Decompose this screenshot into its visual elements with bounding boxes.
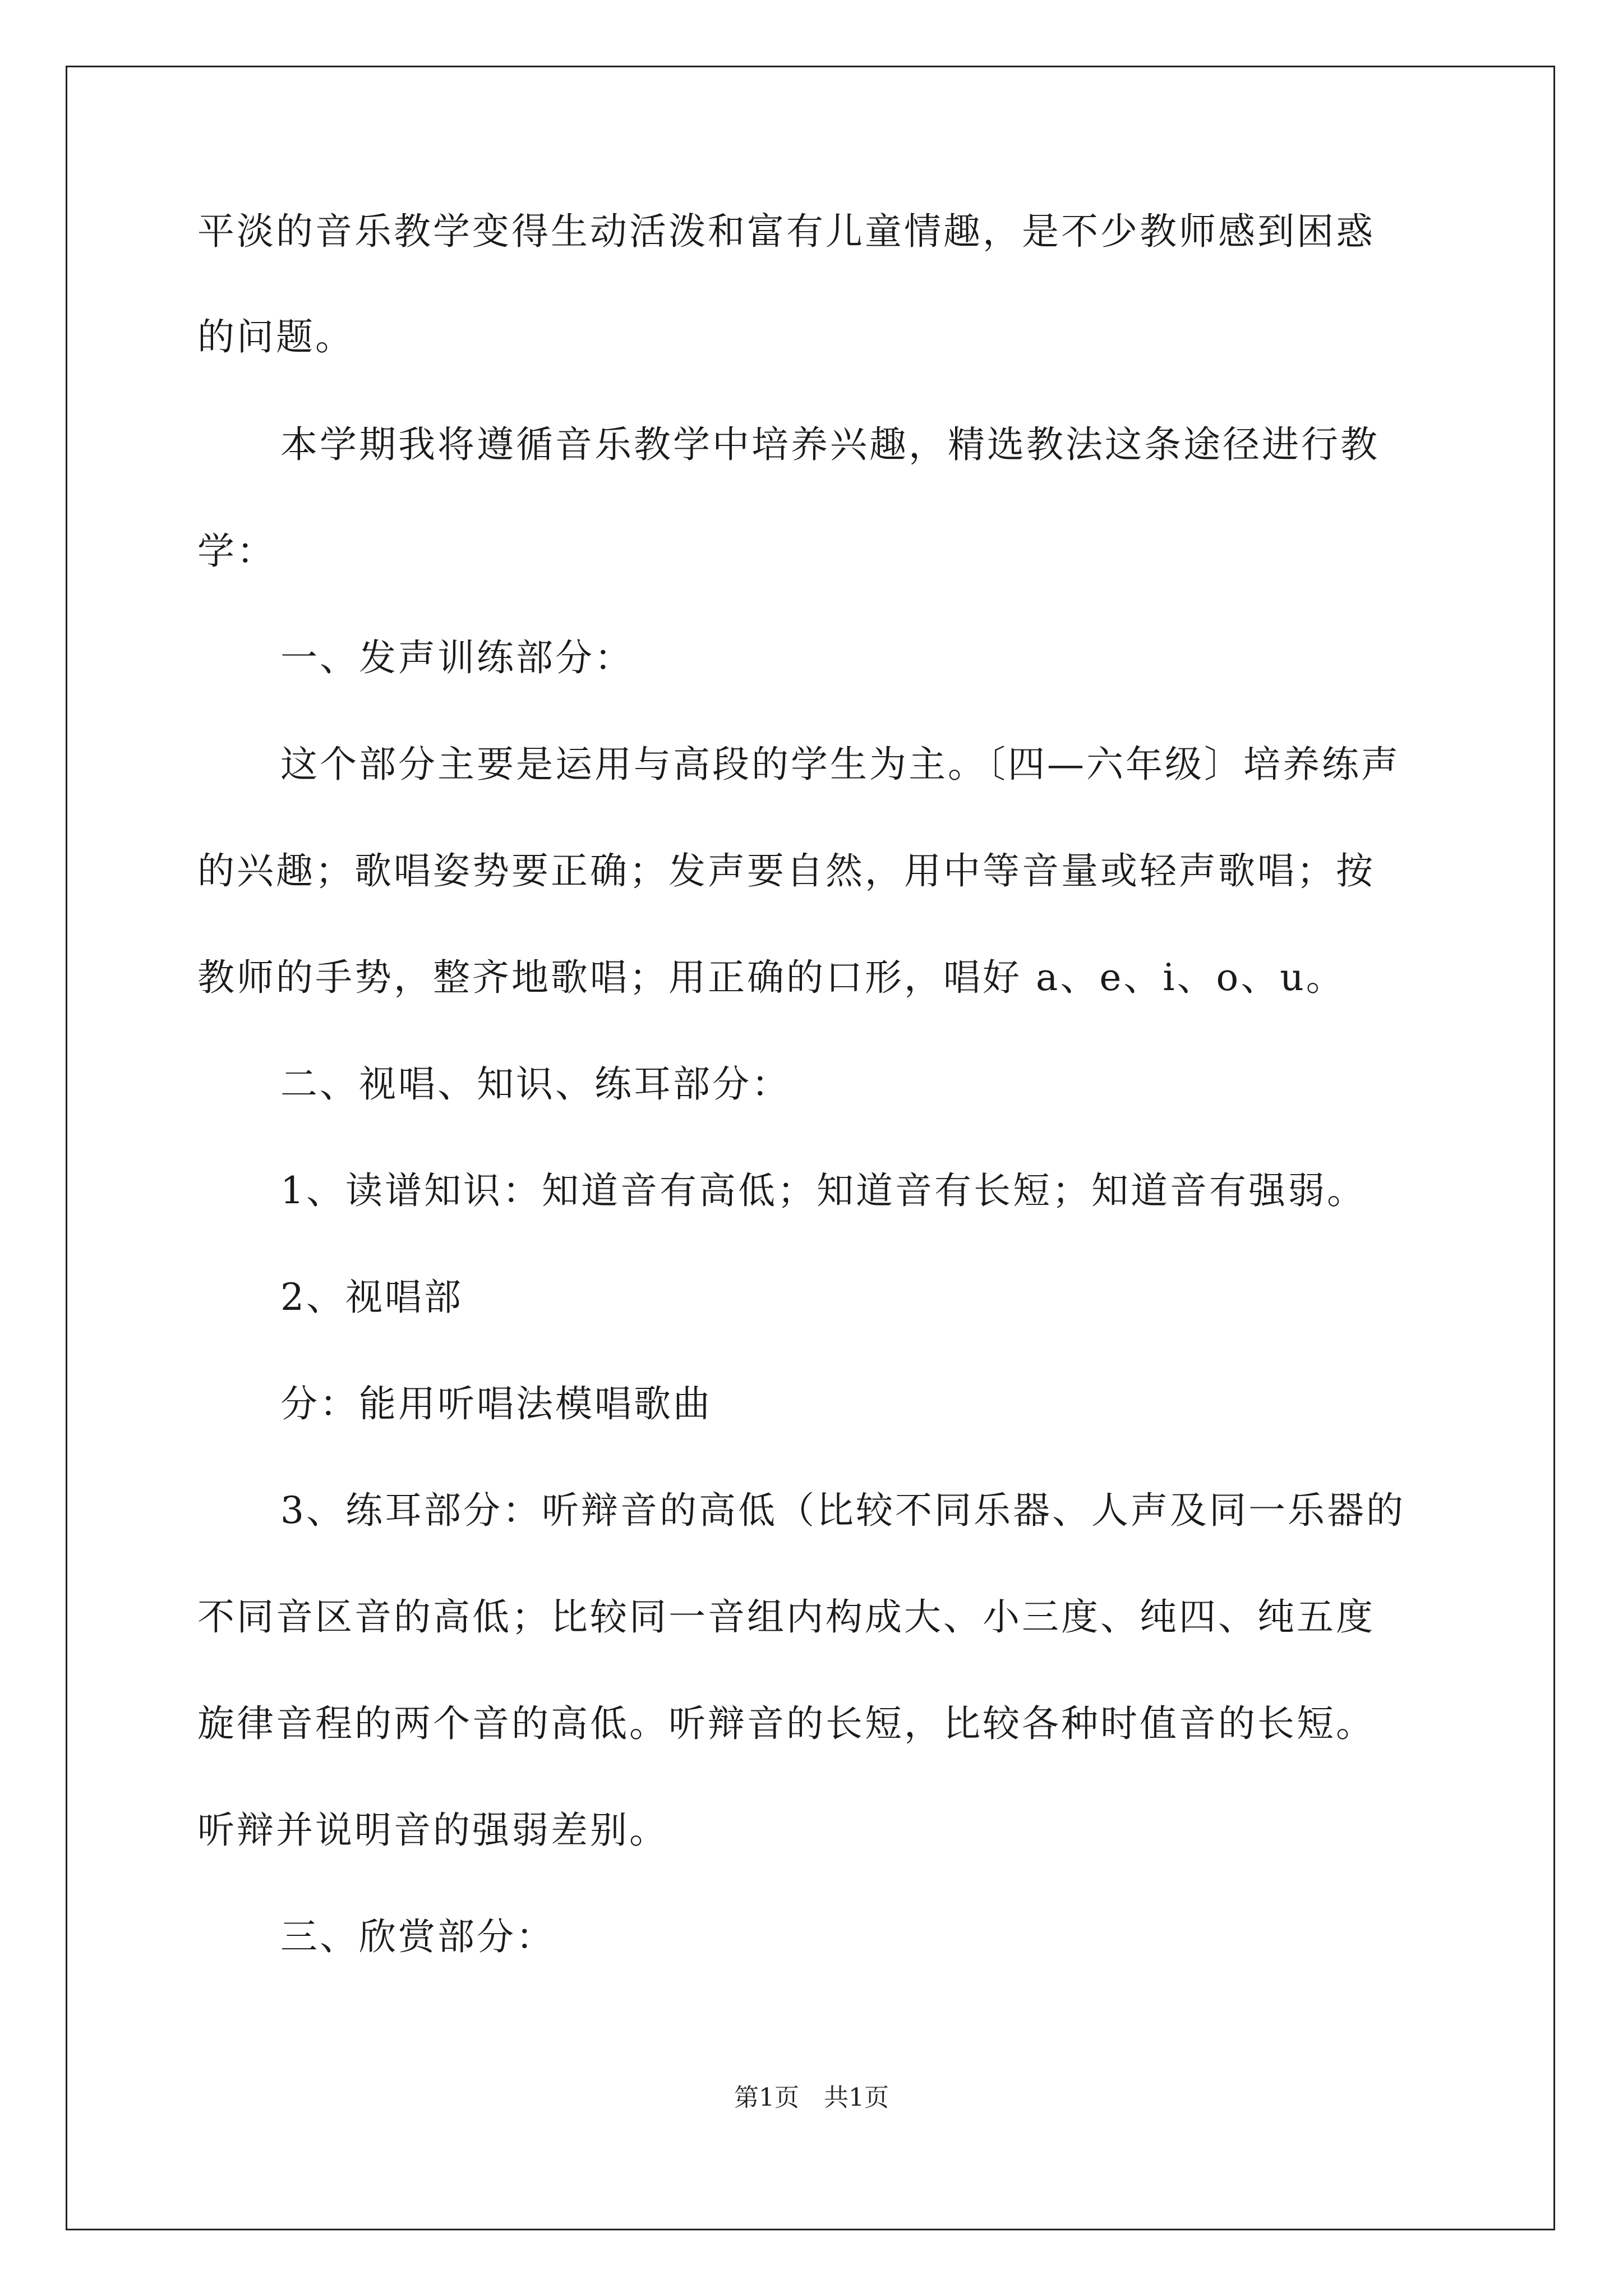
text-line: 的兴趣；歌唱姿势要正确；发声要自然，用中等音量或轻声歌唱；按 [197,849,1375,892]
text-line: 听辩并说明音的强弱差别。 [197,1809,668,1852]
section-heading: 二、视唱、知识、练耳部分： [280,1062,791,1106]
text-line: 的问题。 [197,315,354,358]
text-line: 不同音区音的高低；比较同一音组内构成大、小三度、纯四、纯五度 [197,1595,1375,1639]
text-line: 这个部分主要是运用与高段的学生为主。〔四—六年级〕培养练声 [280,743,1400,786]
text-line: 学： [197,530,276,573]
text-line: 本学期我将遵循音乐教学中培养兴趣，精选教法这条途径进行教 [280,423,1380,466]
text-line: 1、读谱知识：知道音有高低；知道音有长短；知道音有强弱。 [280,1169,1366,1212]
text-line: 平淡的音乐教学变得生动活泼和富有儿童情趣，是不少教师感到困惑 [197,210,1375,253]
text-line: 分：能用听唱法模唱歌曲 [280,1382,712,1425]
text-line: 旋律音程的两个音的高低。听辩音的长短，比较各种时值音的长短。 [197,1702,1375,1745]
text-line: 3、练耳部分：听辩音的高低（比较不同乐器、人声及同一乐器的 [280,1489,1405,1532]
page-border [66,66,1555,2230]
section-heading: 一、发声训练部分： [280,636,634,679]
section-heading: 三、欣赏部分： [280,1915,555,1958]
text-line: 2、视唱部 [280,1276,463,1319]
page-footer: 第1页 共1页 [734,2083,889,2112]
text-line: 教师的手势，整齐地歌唱；用正确的口形，唱好 a、e、i、o、u。 [197,956,1345,999]
